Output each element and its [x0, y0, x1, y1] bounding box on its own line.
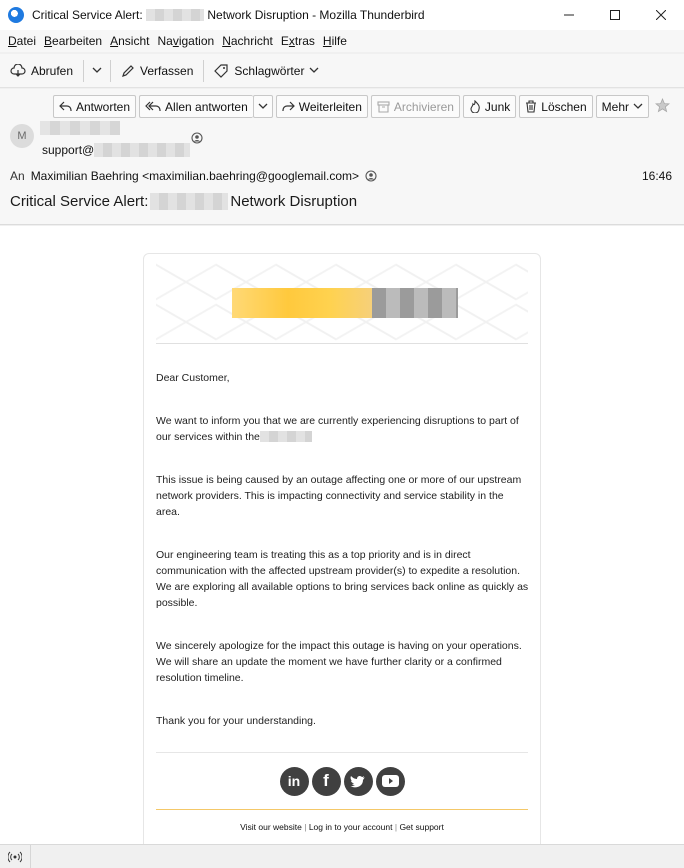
menu-hilfe[interactable] [319, 34, 351, 48]
toolbar-separator [83, 60, 84, 82]
wifi-broadcast-icon[interactable] [8, 851, 22, 863]
social-links [156, 752, 528, 810]
forward-button[interactable] [276, 95, 368, 118]
facebook-icon: f [323, 771, 329, 790]
reply-icon [59, 101, 72, 112]
delete-label: Löschen [541, 99, 587, 114]
title-bar [0, 0, 684, 30]
reply-all-split [139, 95, 273, 118]
youtube-link[interactable] [376, 767, 405, 796]
more-label: Mehr [601, 99, 629, 114]
menu-access-key: v [172, 34, 179, 48]
toolbar-separator [203, 60, 204, 82]
window-title-prefix: Critical Service Alert: [32, 8, 143, 22]
reply-all-icon [145, 101, 161, 112]
get-support-link[interactable]: Get support [399, 822, 444, 832]
junk-label: Junk [484, 99, 511, 114]
message-time: 16:46 [641, 169, 672, 183]
visit-website-link[interactable]: Visit our website [240, 822, 302, 832]
archive-button[interactable] [371, 95, 460, 118]
pencil-icon [121, 64, 135, 78]
more-button[interactable] [596, 95, 649, 118]
contact-icon [191, 132, 203, 144]
toolbar-separator [110, 60, 111, 82]
linkedin-icon: in [287, 773, 301, 789]
junk-flame-icon [469, 100, 481, 113]
facebook-link[interactable] [312, 767, 341, 796]
closing: Thank you for your understanding. [156, 715, 316, 727]
sender-email[interactable] [42, 143, 190, 157]
chevron-down-icon [633, 103, 643, 110]
main-toolbar [0, 54, 684, 88]
reply-all-dropdown[interactable] [253, 95, 273, 118]
menu-navigation[interactable] [153, 34, 218, 48]
menu-nachricht[interactable] [218, 34, 277, 48]
menu-bar [0, 30, 684, 52]
greeting: Dear Customer, [156, 372, 230, 384]
redacted-text [146, 9, 204, 21]
subject-suffix: Network Disruption [230, 193, 358, 210]
contact-icon[interactable] [365, 170, 377, 182]
menu-access-key: A [110, 34, 119, 48]
close-button[interactable] [638, 0, 684, 30]
maximize-button[interactable] [592, 0, 638, 30]
avatar [10, 124, 34, 148]
to-label: An [10, 169, 25, 183]
chevron-down-icon [92, 67, 102, 74]
menu-extras[interactable] [277, 34, 319, 48]
twitter-link[interactable] [344, 767, 373, 796]
menu-label: Na [157, 34, 173, 48]
menu-access-key: x [288, 34, 295, 48]
menu-label: nsicht [118, 34, 150, 48]
avatar-initial: M [17, 130, 27, 142]
paragraph-3: Our engineering team is treating this as a top priority and is in direct communication with the affected upstream provider(s) to expedite a resolution. We are exploring all available options to bring services back online as quickly as possible. [156, 549, 529, 609]
menu-ansicht[interactable] [106, 34, 153, 48]
message-header [0, 89, 684, 225]
sender-email-text: support@ [42, 143, 95, 157]
window-title [32, 8, 425, 22]
twitter-bird-icon [350, 775, 366, 788]
email-card [143, 253, 541, 844]
get-messages-label: Abrufen [31, 63, 74, 78]
redacted-text [150, 193, 228, 210]
forward-icon [282, 101, 295, 112]
email-text [156, 370, 530, 756]
cloud-download-icon [10, 64, 26, 78]
chevron-down-icon [258, 103, 268, 110]
tag-icon [214, 64, 229, 78]
reply-all-label: Allen antworten [165, 99, 248, 114]
paragraph-1-text: We want to inform you that we are currently experiencing disruptions to part of our services within the [156, 415, 519, 443]
menu-access-key: D [8, 34, 17, 48]
tags-button[interactable] [208, 58, 325, 84]
footer-links [156, 822, 528, 832]
menu-label: achricht [230, 34, 273, 48]
menu-label: atei [16, 34, 37, 48]
get-messages-dropdown[interactable] [88, 67, 106, 74]
window-title-suffix: Network Disruption - Mozilla Thunderbird [207, 8, 425, 22]
menu-access-key: H [322, 34, 332, 48]
recipient-row [10, 169, 377, 183]
tags-label: Schlagwörter [234, 63, 305, 78]
forward-label: Weiterleiten [298, 99, 362, 114]
maximize-icon [610, 10, 620, 20]
reply-label: Antworten [76, 99, 131, 114]
window-controls [546, 0, 684, 30]
recipient[interactable]: Maximilian Baehring <maximilian.baehring@googlemail.com> [30, 169, 360, 183]
thunderbird-logo-icon [8, 7, 24, 23]
archive-icon [377, 101, 390, 113]
footer-separator: | [304, 822, 307, 832]
menu-access-key: N [222, 34, 231, 48]
login-link[interactable]: Log in to your account [308, 822, 393, 832]
linkedin-link[interactable] [280, 767, 309, 796]
menu-label: igation [178, 34, 215, 48]
status-bar [0, 844, 684, 868]
email-header-banner [156, 262, 528, 344]
star-button[interactable] [655, 98, 670, 116]
minimize-button[interactable] [546, 0, 592, 30]
menu-label: earbeiten [52, 34, 103, 48]
reply-button[interactable] [53, 95, 136, 118]
junk-button[interactable] [463, 95, 516, 118]
reply-all-button[interactable] [139, 95, 253, 118]
menu-datei[interactable] [4, 34, 40, 48]
paragraph-4: We sincerely apologize for the impact this outage is having on your operations. We will share an update the moment we have further clarity or a confirmed resolution timeline. [156, 640, 522, 684]
redacted-text [260, 431, 312, 442]
delete-button[interactable] [519, 95, 592, 118]
menu-label: ilfe [331, 34, 347, 48]
message-actions [53, 95, 649, 118]
message-body [0, 226, 684, 844]
chevron-down-icon [309, 67, 319, 74]
subject-prefix: Critical Service Alert: [10, 193, 149, 210]
write-label: Verfassen [140, 63, 194, 78]
message-subject [10, 193, 357, 210]
menu-access-key: B [44, 34, 53, 48]
menu-bearbeiten[interactable] [40, 34, 106, 48]
company-logo [232, 288, 458, 318]
footer-separator: | [394, 822, 398, 832]
redacted-text [94, 143, 190, 157]
trash-icon [525, 100, 537, 113]
status-divider [30, 845, 31, 868]
star-icon [655, 98, 670, 113]
redacted-sender-name [40, 121, 120, 135]
youtube-play-icon [382, 775, 399, 787]
paragraph-1 [156, 413, 530, 445]
paragraph-2: This issue is being caused by an outage affecting one or more of our upstream network providers. This is impacting connectivity and service stability in the area. [156, 474, 522, 518]
get-messages-button[interactable] [4, 58, 79, 84]
archive-label: Archivieren [393, 99, 454, 114]
menu-label: tras [294, 34, 315, 48]
close-icon [656, 10, 666, 20]
write-button[interactable] [115, 58, 199, 84]
menu-label: E [280, 34, 289, 48]
sender-contact-button[interactable] [191, 132, 203, 147]
minimize-icon [564, 10, 574, 20]
